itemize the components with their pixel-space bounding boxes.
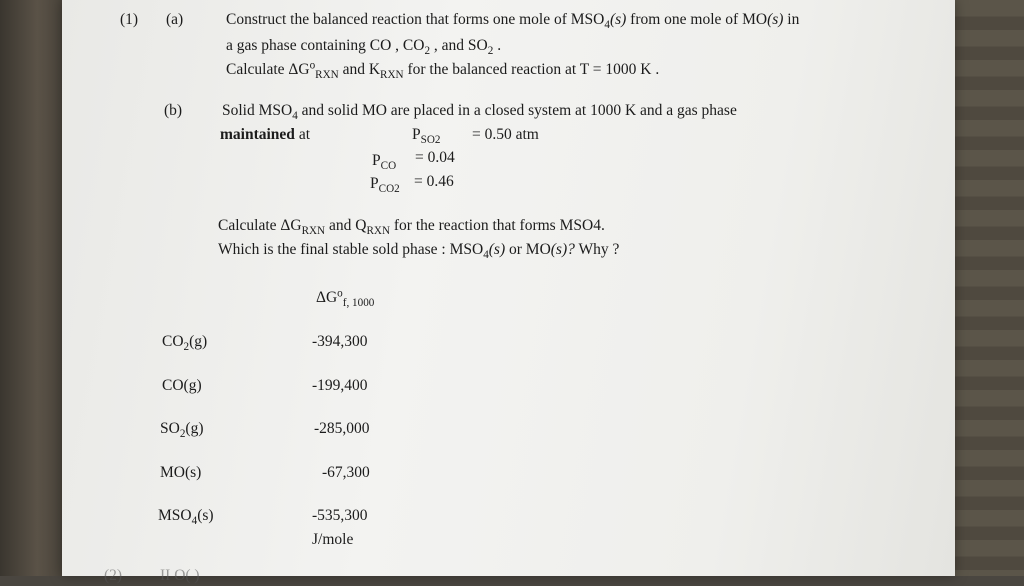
worksheet-page: [62, 0, 955, 584]
part-b-line-2: maintained at: [220, 126, 310, 143]
table-row-value: -199,400: [312, 377, 368, 394]
desk-background-right: [955, 0, 1024, 576]
table-row-species: $SO_2(g)$: [160, 420, 204, 440]
part-b-line-1: Solid $MSO_4$ and solid MO are placed in a closed system at 1000 K and a gas phase: [222, 102, 737, 122]
part-b-which-line: Which is the final stable sold phase : $MSO_4(s)$ or MO(s)? Why ?: [218, 241, 620, 261]
pressure-co2: $P_{CO2}$: [370, 175, 400, 195]
table-row-species: $CO_2(g)$: [162, 333, 208, 353]
table-row-species: CO(g): [162, 377, 202, 394]
pressure-co2-value: = 0.46: [414, 173, 454, 190]
part-a-line-2: a gas phase containing CO , $CO_2$ , and $SO_2$ .: [226, 37, 502, 57]
pressure-so2: $P_{SO2}$: [412, 126, 441, 146]
table-row-value: -394,300: [312, 333, 368, 350]
table-header-gibbs: $\Delta G^o_{f, 1000}$: [316, 287, 375, 309]
problem-number: (1): [120, 11, 139, 28]
next-problem-text: II O( ): [160, 567, 200, 584]
table-units: J/mole: [312, 531, 354, 548]
table-row-species: $MSO_4(s)$: [158, 507, 214, 527]
part-b-calc-line: Calculate $\Delta G_{RXN}$ and $Q_{RXN}$ for the reaction that forms MSO4.: [218, 217, 605, 237]
part-a-label: (a): [166, 11, 184, 28]
part-b-label: (b): [164, 102, 183, 119]
part-a-line-1: Construct the balanced reaction that forms one mole of $MSO_4(s)$ from one mole of MO(s) in: [226, 11, 800, 31]
table-row-value: -67,300: [322, 464, 370, 481]
pressure-co: $P_{CO}$: [372, 152, 397, 172]
table-row-value: -285,000: [314, 420, 370, 437]
next-problem-label: (2): [104, 567, 123, 584]
pressure-co-value: = 0.04: [415, 149, 455, 166]
pressure-so2-value: = 0.50 atm: [472, 126, 539, 143]
table-row-species: MO(s): [160, 464, 202, 481]
part-a-line-3: Calculate $\Delta G^o_{RXN}$ and $K_{RXN}$ for the balanced reaction at T = 1000 K .: [226, 59, 660, 81]
desk-background-left: [0, 0, 62, 576]
table-row-value: -535,300: [312, 507, 368, 524]
